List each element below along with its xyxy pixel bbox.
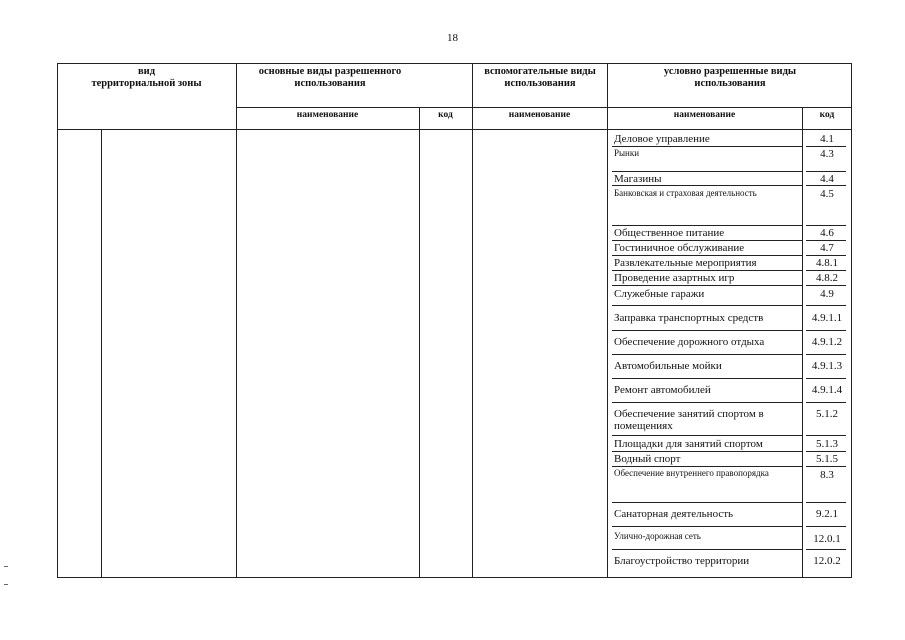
header-conditional: условно разрешенные виды использования [663,66,797,89]
row-divider [806,285,846,286]
use-name: Рынки [614,148,640,158]
row-divider [612,354,803,355]
use-code: 4.9 [820,288,834,300]
header-divider [57,129,852,130]
subheader-cond-code: код [819,110,835,120]
use-code: 12.0.2 [813,555,841,567]
row-divider [806,146,846,147]
row-divider [612,502,803,503]
row-divider [612,402,803,403]
col-divider [101,130,102,578]
row-divider [612,549,803,550]
use-name: Банковская и страховая деятельность [614,188,757,198]
use-name: Заправка транспортных средств [614,312,764,324]
use-code: 4.4 [820,173,834,185]
row-divider [612,435,803,436]
margin-mark [4,566,8,567]
subheader-main-name: наименование [296,110,359,120]
subheader-main-code: код [438,110,453,120]
use-name: Благоустройство территории [614,555,750,567]
header-divider [236,107,852,108]
use-name: Ремонт автомобилей [614,384,711,396]
row-divider [612,285,803,286]
row-divider [806,549,846,550]
col-divider [419,107,420,578]
page-number: 18 [447,32,458,44]
use-code: 8.3 [820,469,834,481]
use-code: 4.8.1 [816,257,838,269]
row-divider [806,378,846,379]
use-name: Обеспечение занятий спортом в помещениях [614,408,764,432]
use-name: Санаторная деятельность [614,508,734,520]
use-name: Автомобильные мойки [614,360,722,372]
use-code: 4.1 [820,133,834,145]
use-name: Общественное питание [614,227,725,239]
use-code: 4.6 [820,227,834,239]
header-aux: вспомогательные виды использования [484,66,596,89]
subheader-aux-name: наименование [508,110,571,120]
row-divider [806,330,846,331]
use-name: Магазины [614,173,662,185]
use-code: 4.8.2 [816,272,838,284]
col-divider [236,63,237,578]
use-name: Площадки для занятий спортом [614,438,763,450]
use-code: 4.7 [820,242,834,254]
row-divider [612,240,803,241]
use-name: Проведение азартных игр [614,272,735,284]
row-divider [806,451,846,452]
row-divider [806,171,846,172]
use-code: 4.9.1.4 [811,384,843,396]
use-name: Водный спорт [614,453,681,465]
row-divider [806,185,846,186]
subheader-cond-name: наименование [673,110,736,120]
header-zone: вид территориальной зоны [91,66,202,89]
use-name: Обеспечение дорожного отдыха [614,336,765,348]
row-divider [806,225,846,226]
header-main: основные виды разрешенного использования [258,66,402,89]
row-divider [806,466,846,467]
use-code: 4.9.1.2 [811,336,843,348]
row-divider [806,240,846,241]
use-code: 12.0.1 [813,533,841,545]
use-name: Улично-дорожная сеть [614,531,701,541]
use-name: Развлекательные мероприятия [614,257,757,269]
col-divider [472,63,473,578]
use-name: Гостиничное обслуживание [614,242,745,254]
use-name: Обеспечение внутреннего правопорядка [614,468,769,478]
row-divider [806,502,846,503]
row-divider [806,435,846,436]
row-divider [806,305,846,306]
use-code: 5.1.5 [816,453,838,465]
margin-mark [4,584,8,585]
use-code: 4.3 [820,148,834,160]
use-code: 4.9.1.1 [811,312,843,324]
row-divider [612,330,803,331]
row-divider [806,402,846,403]
row-divider [806,526,846,527]
col-divider [607,63,608,578]
row-divider [806,255,846,256]
row-divider [612,255,803,256]
use-code: 5.1.3 [816,438,838,450]
row-divider [612,270,803,271]
use-code: 4.5 [820,188,834,200]
row-divider [806,270,846,271]
use-code: 4.9.1.3 [811,360,843,372]
use-name: Деловое управление [614,133,710,145]
row-divider [612,451,803,452]
row-divider [612,526,803,527]
use-name: Служебные гаражи [614,288,705,300]
row-divider [612,305,803,306]
row-divider [806,354,846,355]
use-code: 9.2.1 [816,508,838,520]
row-divider [612,171,803,172]
use-code: 5.1.2 [816,408,838,420]
row-divider [612,378,803,379]
row-divider [612,225,803,226]
